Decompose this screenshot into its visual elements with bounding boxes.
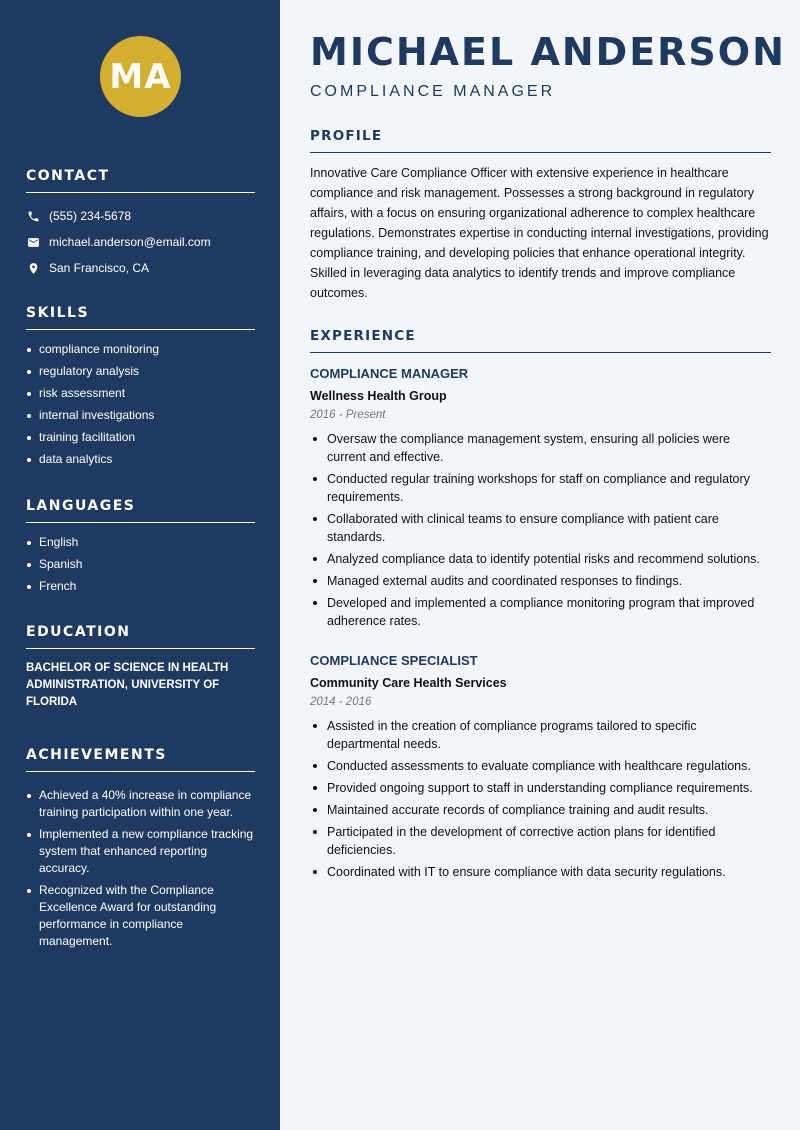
skill-item: internal investigations (26, 407, 255, 424)
job-bullet: Maintained accurate records of compliance training and audit results. (310, 801, 771, 819)
contact-phone (26, 203, 255, 229)
contact-email (26, 229, 255, 255)
skill-item: training facilitation (26, 429, 255, 446)
email-icon (26, 235, 40, 249)
languages-heading: LANGUAGES (26, 498, 255, 523)
language-item: Spanish (26, 556, 255, 573)
phone-icon (26, 209, 40, 223)
job-role: COMPLIANCE SPECIALIST (310, 653, 478, 668)
languages-section (26, 498, 255, 600)
location-icon (26, 261, 40, 275)
skill-item: risk assessment (26, 385, 255, 402)
candidate-name: MICHAEL ANDERSON (310, 30, 786, 74)
job-bullet: Oversaw the compliance management system, ensuring all policies were current and effective. (310, 430, 771, 466)
job-dates: 2014 - 2016 (310, 696, 372, 708)
profile-text: Innovative Care Compliance Officer with extensive experience in healthcare compliance and risk management. Possesses a strong background in regulatory affairs, with a focus on ensuring organizational adherence to complex healthcare regulations. Demonstrates expertise in conducting internal investigations, providing compliance training, and developing policies that enhance operational integrity. Skilled in leveraging data analytics to identify trends and improve compliance outcomes. (310, 166, 769, 300)
job-bullet: Managed external audits and coordinated responses to findings. (310, 572, 771, 590)
profile-heading: PROFILE (310, 128, 771, 153)
job-company: Wellness Health Group (310, 389, 447, 403)
experience-section (310, 328, 771, 353)
job-bullet: Collaborated with clinical teams to ensure compliance with patient care standards. (310, 510, 771, 546)
candidate-title: COMPLIANCE MANAGER (310, 83, 556, 100)
job-entry (310, 653, 771, 885)
job-bullet: Coordinated with IT to ensure compliance with data security regulations. (310, 863, 771, 881)
job-bullet: Analyzed compliance data to identify potential risks and recommend solutions. (310, 550, 771, 568)
job-bullet: Conducted regular training workshops for staff on compliance and regulatory requirements. (310, 470, 771, 506)
achievement-item: Implemented a new compliance tracking system that enhanced reporting accuracy. (26, 826, 255, 877)
skills-section (26, 305, 255, 473)
job-bullet: Assisted in the creation of compliance programs tailored to specific departmental needs. (310, 717, 771, 753)
contact-email-text[interactable]: michael.anderson@email.com (49, 235, 211, 249)
skill-item: regulatory analysis (26, 363, 255, 380)
achievements-section (26, 747, 255, 955)
job-company: Community Care Health Services (310, 676, 507, 690)
contact-location (26, 255, 255, 281)
achievement-item: Recognized with the Compliance Excellence Award for outstanding performance in compliance management. (26, 882, 255, 950)
contact-phone-text[interactable]: (555) 234-5678 (49, 209, 132, 223)
contact-location-text: San Francisco, CA (49, 261, 150, 275)
skills-heading: SKILLS (26, 305, 255, 330)
language-item: French (26, 578, 255, 595)
job-dates: 2016 - Present (310, 409, 386, 421)
contact-heading: CONTACT (26, 168, 255, 193)
contact-section (26, 168, 255, 281)
skill-item: compliance monitoring (26, 341, 255, 358)
skill-item: data analytics (26, 451, 255, 468)
education-degree: BACHELOR OF SCIENCE IN HEALTH ADMINISTRATION, UNIVERSITY OF FLORIDA (26, 662, 229, 708)
job-bullet: Provided ongoing support to staff in understanding compliance requirements. (310, 779, 771, 797)
achievement-item: Achieved a 40% increase in compliance training participation within one year. (26, 787, 255, 821)
experience-heading: EXPERIENCE (310, 328, 771, 353)
profile-section (310, 128, 771, 303)
job-bullet: Participated in the development of corrective action plans for identified deficiencies. (310, 823, 771, 859)
education-heading: EDUCATION (26, 624, 255, 649)
job-bullet: Conducted assessments to evaluate compliance with healthcare regulations. (310, 757, 771, 775)
job-role: COMPLIANCE MANAGER (310, 366, 469, 381)
achievements-heading: ACHIEVEMENTS (26, 747, 255, 772)
job-entry (310, 366, 771, 634)
avatar: MA (100, 36, 181, 117)
job-bullet: Developed and implemented a compliance monitoring program that improved adherence rates. (310, 594, 771, 630)
language-item: English (26, 534, 255, 551)
sidebar (0, 0, 280, 1130)
education-section (26, 624, 255, 711)
